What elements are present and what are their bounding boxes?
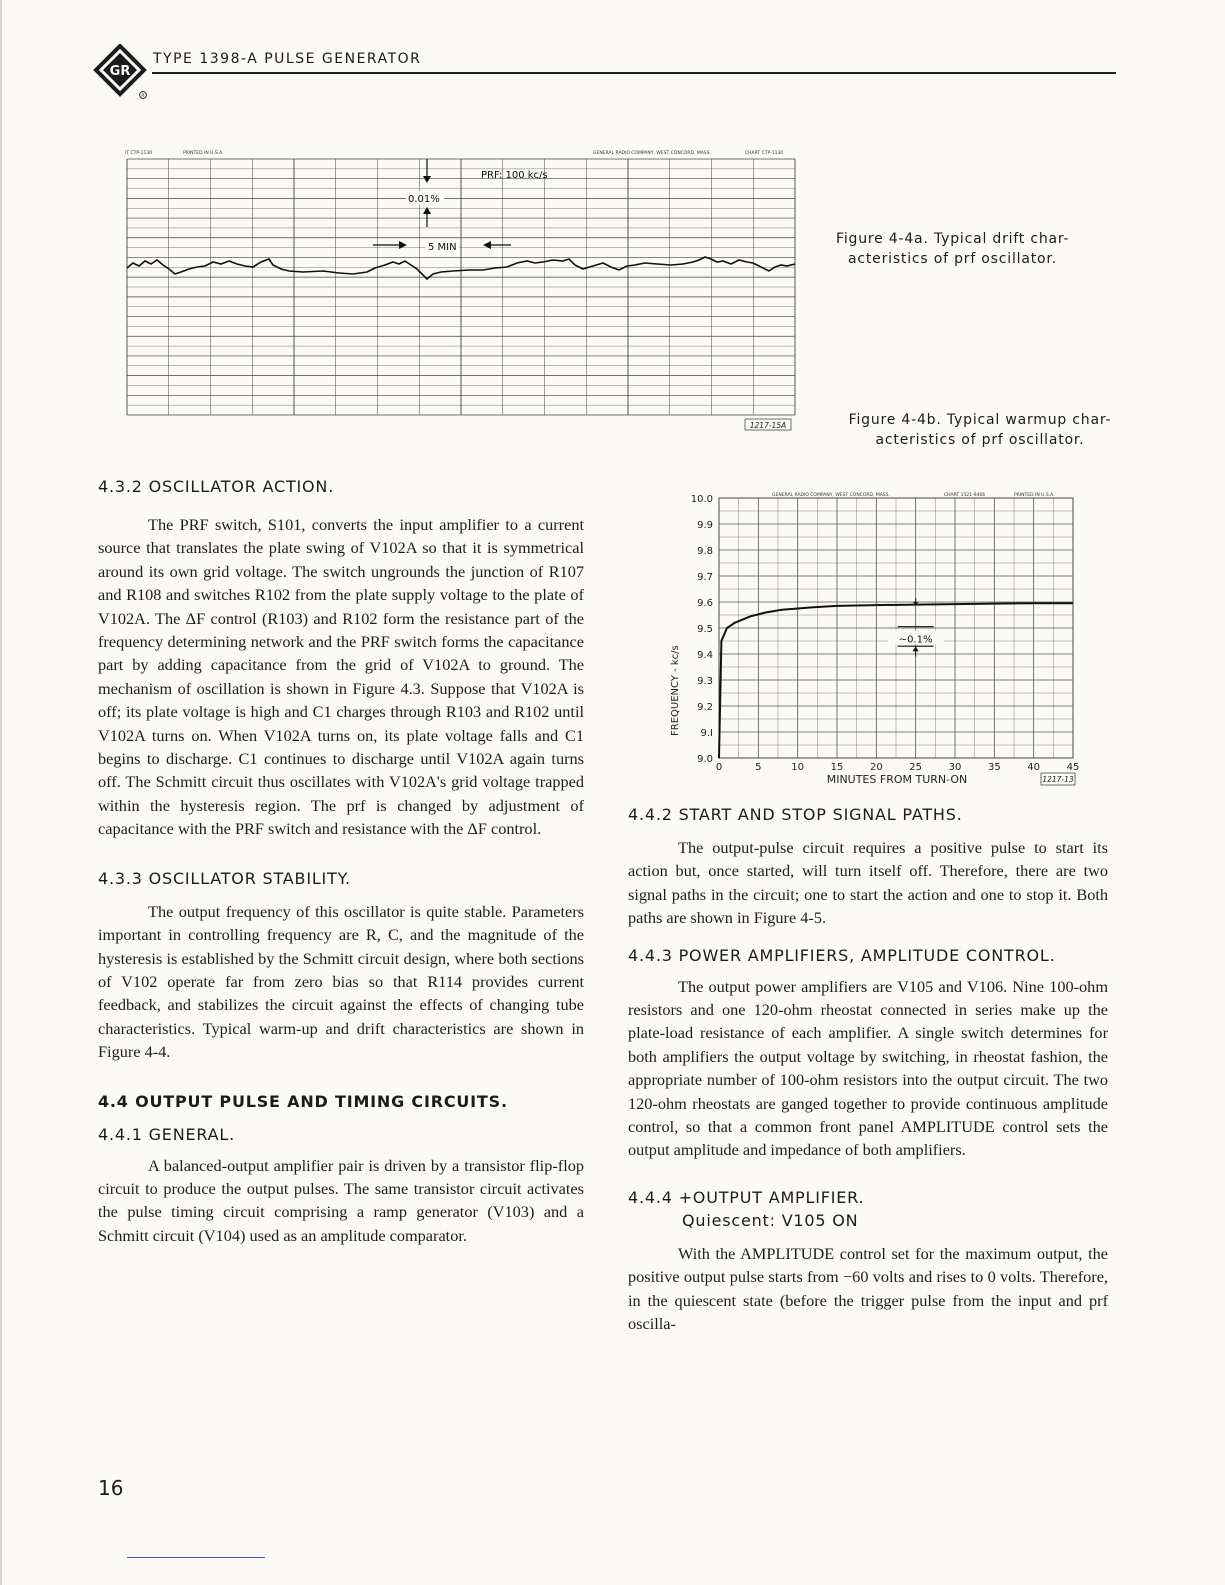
y-tick-label: 9.2 xyxy=(697,702,713,713)
y-tick-label: 9.7 xyxy=(697,572,713,583)
lower-arrow-head xyxy=(423,207,431,214)
y-tick-label: 9.4 xyxy=(697,650,713,661)
chart-print-origin: PRINTED IN U.S.A. xyxy=(1014,493,1055,498)
svg-text:R: R xyxy=(141,94,145,99)
chart-print-number: CHART 1521-9466 xyxy=(944,493,986,498)
y-tick-label: 9.5 xyxy=(697,624,713,635)
left-column xyxy=(98,475,584,1247)
right-column xyxy=(628,803,1108,1336)
y-tick-label: 9.9 xyxy=(697,520,713,531)
upper-arrow-head xyxy=(423,176,431,183)
running-header-title: TYPE 1398-A PULSE GENERATOR xyxy=(153,51,422,67)
y-tick-label: 9.0 xyxy=(697,754,713,765)
section-4-4-2-body: The output-pulse circuit requires a positive pulse to start its action but, once started, will turn itself off. Therefore, there are two signal paths in the circuit; one to start the action and one to stop it. Both paths are shown in Figure 4-5. xyxy=(628,838,1108,928)
scan-edge xyxy=(0,0,2,1585)
section-4-3-2-body: The PRF switch, S101, converts the input amplifier to a current source that translates the plate swing of V102A so that it is symmetrical around its own grid voltage. The switch ungrounds the junction of R107 and R108 and switches R102 from the plate supply voltage to the plate of V102A. The ΔF control (R103) and R102 form the resistance part of the frequency determining network and the PRF switch forms the capacitance part by adding capacitance from the grid of V102A to ground. The mechanism of oscillation is shown in Figure 4.3. Suppose that V102A is off; its plate voltage is high and C1 charges through R103 and R102 until V102A turns on. When V102A turns on, its plate voltage falls and C1 begins to discharge. C1 continues to discharge until V102A again turns off. The Schmitt circuit thus oscillates with V102A's grid voltage trapped within the hysteresis region. The prf is changed by adjustment of capacitance with the PRF switch and resistance with the ΔF control. xyxy=(98,515,584,839)
y-tick-label: 9.6 xyxy=(697,598,713,609)
y-axis-label: FREQUENCY - kc/s xyxy=(670,645,681,736)
section-4-4-4-heading: 4.4.4 +OUTPUT AMPLIFIER. xyxy=(628,1187,865,1207)
y-tick-label: 9.3 xyxy=(697,676,713,687)
section-4-4-1-body: A balanced-output amplifier pair is driven by a transistor flip-flop circuit to produce the output pulses. The same transistor circuit activates the pulse timing circuit comprising a ramp generator (V103) and a Schmitt circuit (V104) used as an amplitude comparator. xyxy=(98,1155,584,1245)
figure-ref-tag: 1217-13 xyxy=(1042,775,1074,784)
figure-4-4b-caption: Figure 4-4b. Typical warmup char- acteristics of prf oscillator. xyxy=(848,412,1112,448)
page-number: 16 xyxy=(98,1476,124,1500)
x-tick-label: 30 xyxy=(948,762,962,773)
figure-ref-tag: 1217-15A xyxy=(749,421,787,430)
section-4-4-3-body: The output power amplifiers are V105 and V106. Nine 100-ohm resistors and one 120-ohm rheostat connected in series make up the plate-load resistance of each amplifier. A single switch determines for both amplifiers the output voltage by switching, in rheostat fashion, the appropriate number of 100-ohm resistors into the output circuit. The two 120-ohm rheostats are ganged together to provide continuous amplitude control, so that a common front panel AMPLITUDE control sets the output amplitude and impedance of both amplifiers. xyxy=(628,976,1108,1160)
x-tick-label: 5 xyxy=(755,762,762,773)
section-4-3-2-heading: 4.3.2 OSCILLATOR ACTION. xyxy=(98,477,335,496)
y-tick-label: 10.0 xyxy=(690,494,713,505)
x-tick-label: 10 xyxy=(791,762,805,773)
x-tick-label: 25 xyxy=(909,762,923,773)
chart-print-left: IT CTP-1130 xyxy=(125,151,153,156)
x-tick-label: 40 xyxy=(1027,762,1041,773)
annotation-label: ~0.1% xyxy=(898,634,933,646)
section-4-4-4-subheading: Quiescent: V105 ON xyxy=(682,1210,859,1230)
x-axis-label: MINUTES FROM TURN-ON xyxy=(826,773,968,786)
gr-logo-icon xyxy=(92,44,154,100)
section-4-3-3-body: The output frequency of this oscillator is quite stable. Parameters important in controlling frequency are R, C, and the magnitude of the hysteresis is established by the Schmitt circuit design, where both sections of V102 operate far from zero bias so that R114 provides current feedback, and stabilizes the circuit against the effects of changing tube characteristics. Typical warm-up and drift characteristics are shown in Figure 4-4. xyxy=(98,901,584,1062)
x-tick-label: 45 xyxy=(1066,762,1080,773)
bottom-link-line xyxy=(127,1557,265,1558)
figure-4-4a-caption: Figure 4-4a. Typical drift char- acteristics of prf oscillator. xyxy=(836,231,1070,267)
prf-label: PRF: 100 kc/s xyxy=(481,170,548,181)
chart-print-mid: PRINTED IN U.S.A. xyxy=(183,151,224,156)
y-tick-label: 9.8 xyxy=(697,546,713,557)
pct-label: 0.01% xyxy=(408,194,440,205)
time-label: 5 MIN xyxy=(428,242,457,253)
x-tick-label: 0 xyxy=(715,762,723,773)
section-4-4-1-heading: 4.4.1 GENERAL. xyxy=(98,1124,235,1144)
chart-print-number: CHART CTP-1130 xyxy=(745,151,784,156)
svg-text:GR: GR xyxy=(109,64,131,79)
section-4-4-4-body: With the AMPLITUDE control set for the maximum output, the positive output pulse starts from −60 volts and rises to 0 volts. Therefore, in the quiescent state (before the trigger pulse from the input and prf oscilla- xyxy=(628,1243,1108,1334)
section-4-4-3-heading: 4.4.3 POWER AMPLIFIERS, AMPLITUDE CONTROL. xyxy=(628,945,1056,965)
header-rule xyxy=(152,72,1116,74)
y-tick-label: 9.I xyxy=(700,728,713,739)
x-tick-label: 35 xyxy=(987,762,1001,773)
x-tick-label: 15 xyxy=(830,762,844,773)
section-4-3-3-heading: 4.3.3 OSCILLATOR STABILITY. xyxy=(98,868,351,888)
section-4-4-heading: 4.4 OUTPUT PULSE AND TIMING CIRCUITS. xyxy=(98,1091,508,1111)
x-tick-label: 20 xyxy=(869,762,883,773)
section-4-4-2-heading: 4.4.2 START AND STOP SIGNAL PATHS. xyxy=(628,805,963,824)
figure-4-4a-drift-chart xyxy=(123,143,803,433)
figure-4-4b-warmup-chart xyxy=(652,488,1102,798)
chart-print-company: GENERAL RADIO COMPANY, WEST CONCORD, MASS. xyxy=(593,151,711,156)
chart-print-company: GENERAL RADIO COMPANY, WEST CONCORD, MASS. xyxy=(772,493,890,498)
